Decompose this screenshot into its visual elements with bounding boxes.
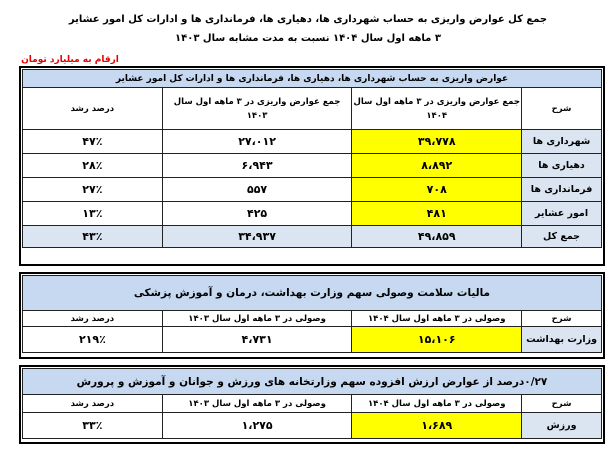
value-1404: ۴۸۱ (352, 202, 522, 226)
report-subtitle: ۳ ماهه اول سال ۱۴۰۴ نسبت به مدت مشابه سال ۱۴۰۳ (175, 33, 441, 44)
col-header-type: شرح (522, 88, 602, 130)
row-label: فرمانداری ها (522, 178, 602, 202)
growth-value: ۴۷٪ (23, 130, 163, 154)
total-growth: ۴۳٪ (23, 226, 163, 248)
col-header-1403: وصولی در ۳ ماهه اول سال ۱۴۰۳ (162, 311, 352, 327)
growth-value: ۲۱۹٪ (23, 327, 163, 353)
row-label: شهرداری ها (522, 130, 602, 154)
value-1404: ۱۵،۱۰۶ (352, 327, 522, 353)
vat-share-title: ۰/۲۷درصد از عوارض ارزش افزوده سهم وزارتخانه های ورزش و جوانان و آموزش و پرورش (23, 369, 602, 395)
value-1403: ۱،۲۷۵ (162, 413, 352, 439)
col-header-1403: وصولی در ۳ ماهه اول سال ۱۴۰۳ (162, 395, 352, 413)
total-1403: ۳۴،۹۳۷ (162, 226, 352, 248)
value-1403: ۲۷،۰۱۲ (162, 130, 352, 154)
fees-table (22, 69, 602, 248)
total-label: جمع کل (522, 226, 602, 248)
growth-value: ۲۷٪ (23, 178, 163, 202)
growth-value: ۳۳٪ (23, 413, 163, 439)
total-row (23, 226, 602, 248)
row-label: ورزش (522, 413, 602, 439)
table-row (23, 178, 602, 202)
col-header-1404: وصولی در ۳ ماهه اول سال ۱۴۰۴ (352, 395, 522, 413)
growth-value: ۲۸٪ (23, 154, 163, 178)
total-1404: ۴۹،۸۵۹ (352, 226, 522, 248)
value-1404: ۷۰۸ (352, 178, 522, 202)
col-header-growth: درصد رشد (23, 311, 163, 327)
col-header-1403: جمع عوارض واریزی در ۳ ماهه اول سال ۱۴۰۳ (162, 88, 352, 130)
health-tax-table (22, 275, 602, 353)
value-1403: ۴،۷۳۱ (162, 327, 352, 353)
col-header-1404: وصولی در ۳ ماهه اول سال ۱۴۰۴ (352, 311, 522, 327)
health-tax-title: مالیات سلامت وصولی سهم وزارت بهداشت، درمان و آموزش پزشکی (23, 276, 602, 311)
value-1403: ۴۲۵ (162, 202, 352, 226)
table-row (23, 154, 602, 178)
col-header-type: شرح (522, 395, 602, 413)
value-1403: ۶،۹۴۳ (162, 154, 352, 178)
col-header-1404: جمع عوارض واریزی در ۳ ماهه اول سال ۱۴۰۴ (352, 88, 522, 130)
value-1404: ۱،۶۸۹ (352, 413, 522, 439)
col-header-growth: درصد رشد (23, 88, 163, 130)
vat-share-table (22, 368, 602, 439)
value-1404: ۸،۸۹۲ (352, 154, 522, 178)
table-row (23, 413, 602, 439)
value-1404: ۳۹،۷۷۸ (352, 130, 522, 154)
col-header-growth: درصد رشد (23, 395, 163, 413)
row-label: امور عشایر (522, 202, 602, 226)
table-row (23, 327, 602, 353)
fees-table-title: عوارض واریزی به حساب شهرداری ها، دهیاری ها، فرمانداری ها و ادارات کل امور عشایر (23, 70, 602, 88)
unit-note: ارقام به میلیارد تومان (21, 55, 119, 65)
table-row (23, 130, 602, 154)
col-header-type: شرح (522, 311, 602, 327)
table-row (23, 202, 602, 226)
growth-value: ۱۳٪ (23, 202, 163, 226)
row-label: دهیاری ها (522, 154, 602, 178)
value-1403: ۵۵۷ (162, 178, 352, 202)
report-title: جمع کل عوارض واریزی به حساب شهرداری ها، دهیاری ها، فرمانداری ها و ادارات کل امور عشایر (68, 14, 548, 25)
row-label: وزارت بهداشت (522, 327, 602, 353)
